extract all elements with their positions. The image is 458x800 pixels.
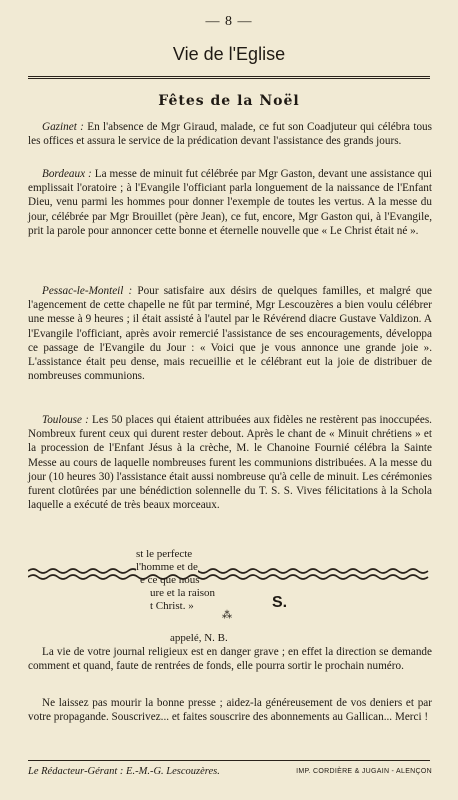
ornament-stars: ⁂ — [222, 610, 232, 621]
title-rule-bottom — [28, 78, 430, 79]
place-name: Bordeaux : — [42, 168, 92, 180]
page-number: — 8 — — [205, 14, 253, 29]
editor-credit: Le Rédacteur-Gérant : E.-M.-G. Lescouzères. — [28, 766, 220, 777]
paragraph-text: Les 50 places qui étaient attribuées aux fidèles ne restèrent pas inoccupées. Nombreux furent ceux qui durent rester debout. Après le chant de « Minuit chrétiens » et la procession de l'Enfant Jésus à la crèche, M. le Chanoine Fournié célébra la Sainte Messe au cours de laquelle nombreuses furent les communions distribuées. A la messe du jour (10 heures 30) l'assistance était aussi nombreuse qu'à celle de minuit. Les cérémonies furent clotûrées par une bénédiction solennelle du T. S. S. Vives félicitations à la Schola laquelle a exécuté de très beaux morceaux. — [28, 414, 432, 512]
overlap-label: S. — [272, 594, 288, 611]
overlap-line: ure et la raison — [150, 587, 216, 599]
paragraph-text: La messe de minuit fut célébrée par Mgr Gaston, devant une assistance qui emplissait l'oratoire ; à l'Evangile l'officiant parla longuement de la naissance de l'Enfant Dieu, venu parmi les hommes pour donner l'exemple de toutes les vertus. A la messe du jour, célébrée par Mgr Brouillet (père Jean), ce fut, encore, Mgr Gaston qui, à l'Evangile, prit la parole pour annoncer cette bonne et éternelle nouvelle que « Le Christ était né ». — [28, 168, 432, 237]
paragraph-gazinet — [28, 120, 432, 148]
paragraph-text: En l'absence de Mgr Giraud, malade, ce fut son Coadjuteur qui célébra tous les offices et assura le service de la prédication devant l'assistance des grands jours. — [28, 121, 433, 148]
overlap-line: e ce que nous — [140, 574, 200, 586]
footer-rule — [28, 760, 430, 761]
place-name: Gazinet : — [42, 121, 84, 133]
overlap-note: appelé, N. B. — [170, 632, 228, 644]
overlap-line: t Christ. » — [150, 600, 194, 612]
printer-credit: IMP. CORDIÈRE & JUGAIN - ALENÇON — [296, 768, 432, 775]
place-name: Pessac-le-Monteil : — [42, 285, 133, 297]
paragraph-toulouse — [28, 413, 432, 512]
overlap-line: st le perfecte — [136, 548, 193, 560]
appeal-paragraph: La vie de votre journal religieux est en danger grave ; en effet la direction se demande comment et quand, faute de rentrées de fonds, elle pourra sortir le prochain numéro. — [28, 646, 432, 673]
paragraph-bordeaux — [28, 167, 432, 238]
paragraph-pessac — [28, 284, 432, 383]
wavy-divider — [28, 566, 430, 584]
title-rule-top — [28, 76, 430, 77]
article-title: Fêtes de la Noël — [158, 93, 300, 109]
section-title: Vie de l'Eglise — [172, 44, 286, 64]
appeal-paragraph: Ne laissez pas mourir la bonne presse ; aidez-la généreusement de vos deniers et par votre propagande. Souscrivez... et faites souscrire des abonnements au Gallican... Merci ! — [28, 697, 432, 724]
paragraph-text: Pour satisfaire aux désirs de quelques familles, et malgré que l'agencement de cette chapelle ne fût par terminé, Mgr Lescouzères a bien voulu célébrer une messe à 9 heures ; il était assisté à l'autel par le Révérend diacre Gustave Valdizon. A l'Evangile l'officiant, après avoir remercié l'assistance de ses encouragements, développa ce passage de l'Evangile du Jour : « Voici que je vous annonce une grande joie ». L'assistance était peu dense, mais recueillie et le célébrant eut la joie de distribuer de nombreuses communions. — [28, 285, 432, 383]
place-name: Toulouse : — [42, 414, 89, 426]
overlap-line: l'homme et de — [136, 561, 198, 573]
